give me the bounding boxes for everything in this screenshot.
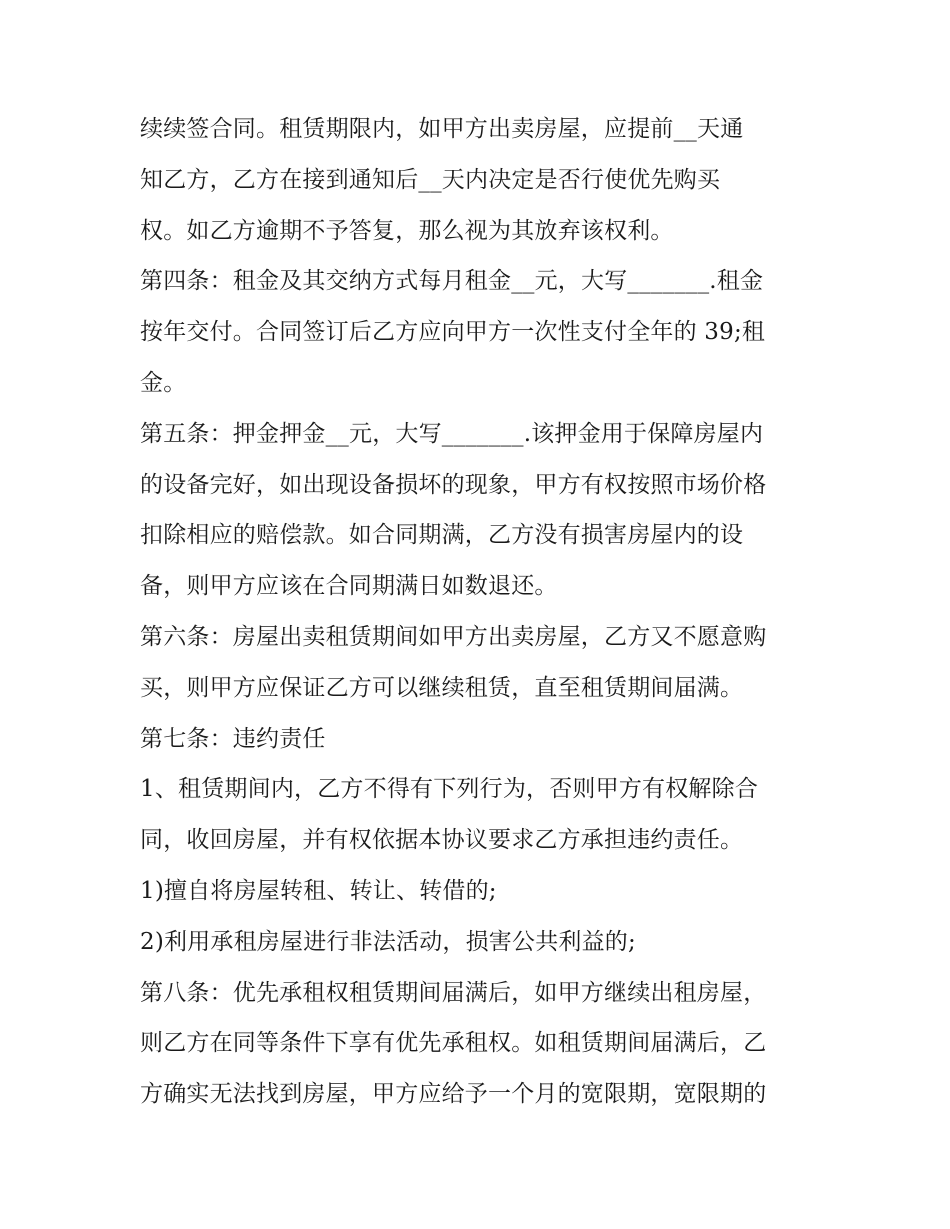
text-line: 备，则甲方应该在合同期满日如数退还。 <box>140 573 558 600</box>
text-line: 扣除相应的赔偿款。如合同期满，乙方没有损害房屋内的设 <box>140 522 744 549</box>
text-line: 1)擅自将房屋转租、转让、转借的; <box>140 877 497 904</box>
text-line: 按年交付。合同签订后乙方应向甲方一次性支付全年的 39;租 <box>140 319 766 346</box>
document-body <box>140 104 820 1120</box>
text-line: 金。 <box>140 369 187 396</box>
text-line: 同，收回房屋，并有权依据本协议要求乙方承担违约责任。 <box>140 827 744 854</box>
text-line: 则乙方在同等条件下享有优先承租权。如租赁期间届满后，乙 <box>140 1030 767 1057</box>
text-line: 的设备完好，如出现设备损坏的现象，甲方有权按照市场价格 <box>140 471 767 498</box>
text-line: 知乙方，乙方在接到通知后__天内决定是否行使优先购买 <box>140 166 721 193</box>
text-line: 续续签合同。租赁期限内，如甲方出卖房屋，应提前__天通 <box>140 116 744 142</box>
text-line: 2)利用承租房屋进行非法活动，损害公共利益的; <box>140 928 636 955</box>
text-line: 第七条：违约责任 <box>140 725 326 752</box>
text-line: 权。如乙方逾期不予答复，那么视为其放弃该权利。 <box>140 217 674 244</box>
text-line: 第八条：优先承租权租赁期间届满后，如甲方继续出租房屋， <box>140 979 767 1006</box>
text-line: 第六条：房屋出卖租赁期间如甲方出卖房屋，乙方又不愿意购 <box>140 623 767 650</box>
text-line: 第四条：租金及其交纳方式每月租金__元，大写_______.租金 <box>140 268 764 295</box>
text-line: 1、租赁期间内，乙方不得有下列行为，否则甲方有权解除合 <box>140 776 759 803</box>
text-line: 第五条：押金押金__元，大写_______.该押金用于保障房屋内 <box>140 420 764 447</box>
text-line: 方确实无法找到房屋，甲方应给予一个月的宽限期，宽限期的 <box>140 1081 767 1108</box>
text-line: 买，则甲方应保证乙方可以继续租赁，直至租赁期间届满。 <box>140 674 744 701</box>
